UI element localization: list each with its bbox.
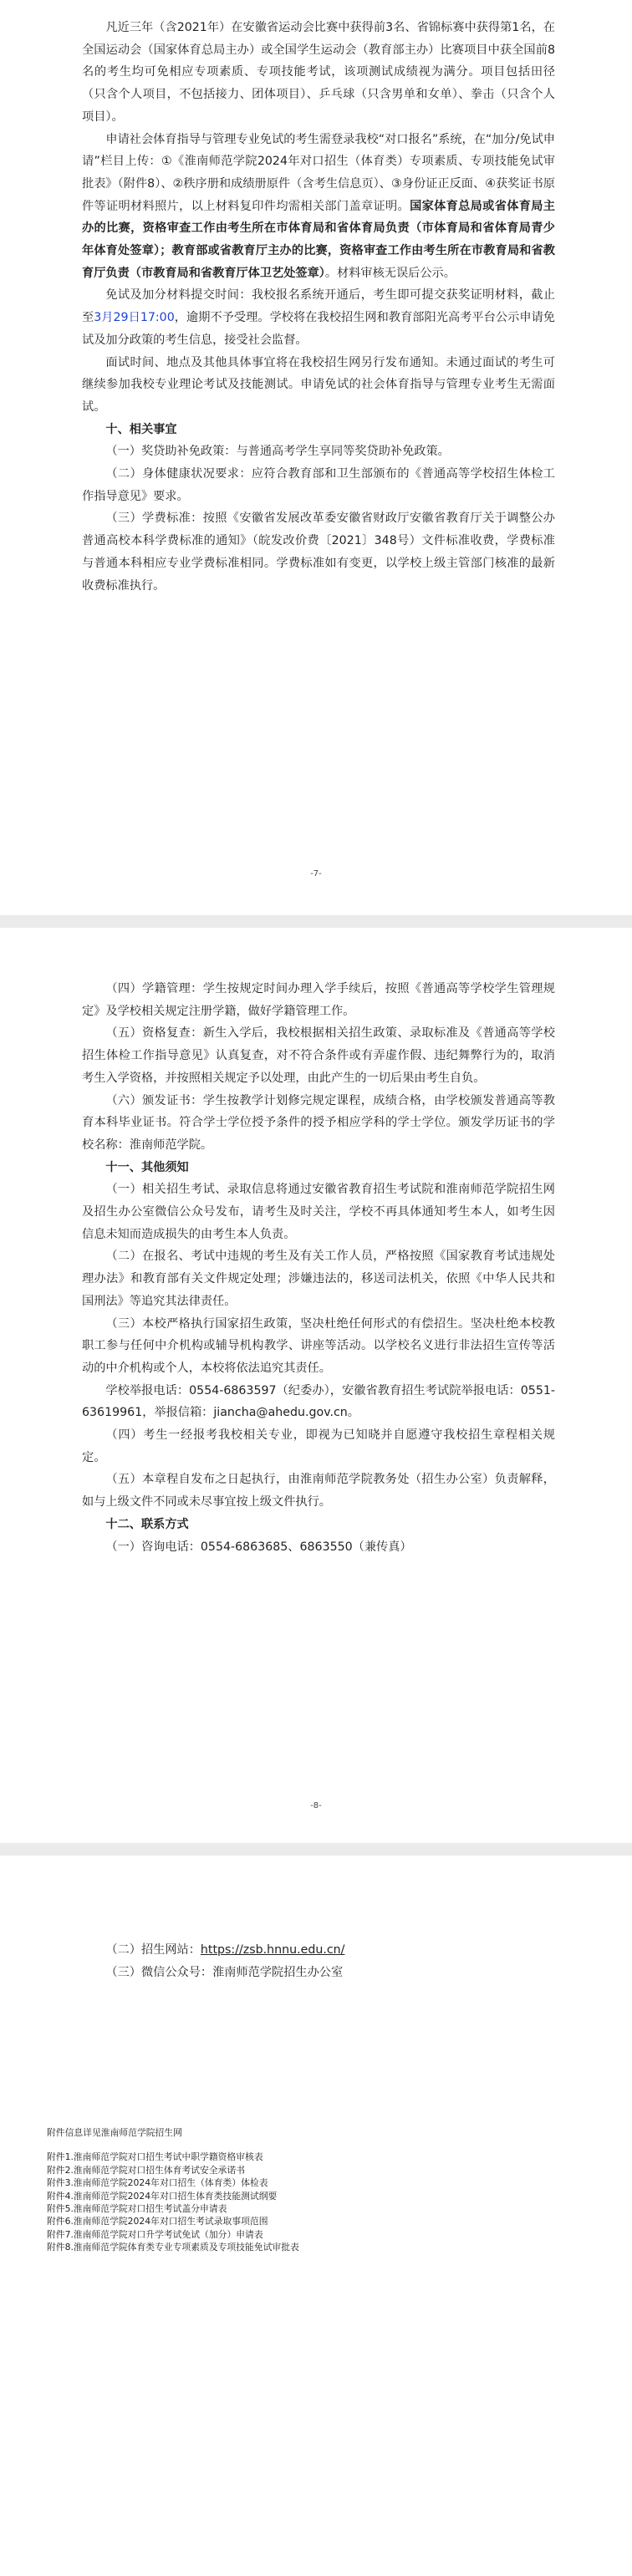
attachment-item: 附件3.淮南师范学院2024年对口招生（体育类）体检表 bbox=[47, 2177, 268, 2189]
paragraph-consult-phone: （一）咨询电话：0554-6863685、6863550（兼传真） bbox=[105, 1540, 412, 1554]
attachment-item: 附件6.淮南师范学院2024年对口招生考试录取事项范围 bbox=[47, 2216, 268, 2227]
deadline-date: 3月29日17:00 bbox=[94, 311, 175, 325]
paragraph-exemption-criteria: 凡近三年（含2021年）在安徽省运动会比赛中获得前3名、省锦标赛中获得第1名，在全国运动会（国家体育总局主办）或全国学生运动会（教育部主办）比赛项目中获全国前8名的考生均可免相应专项素质、专项技能考试，该项测试成绩视为满分。项目包括田径（只含个人项目，不包括接力、团体项目）、乒乓球（只含男单和女单）、拳击（只含个人项目）。 bbox=[82, 21, 555, 124]
admission-website-link[interactable]: https://zsb.hnnu.edu.cn/ bbox=[200, 1943, 345, 1957]
paragraph-wechat-account: （三）微信公众号：淮南师范学院招生办公室 bbox=[105, 1965, 344, 1979]
paragraph-qualification-review: （五）资格复查：新生入学后，我校根据相关招生政策、录取标准及《普通高等学校招生体检工作指导意见》认真复查，对不符合条件或有弄虚作假、违纪舞弊行为的，取消考生入学资格，并按照相关规定予以处理，由此产生的一切后果由考生自负。 bbox=[82, 1026, 555, 1085]
document-page-7 bbox=[0, 0, 632, 915]
paragraph-applicant-agreement: （四）考生一经报考我校相关专业，即视为已知晓并自愿遵守我校招生章程相关规定。 bbox=[82, 1428, 555, 1464]
paragraph-no-paid-admission: （三）本校严格执行国家招生政策，坚决杜绝任何形式的有偿招生。坚决杜绝本校教职工参与任何中介机构或辅导机构教学、讲座等活动。以学校名义进行非法招生宣传等活动的中介机构或个人，本校将依法追究其责任。 bbox=[82, 1316, 555, 1375]
exemption-review-responsibility: 国家体育总局或省体育局主办的比赛，资格审查工作由考生所在市体育局和省体育局负责（市体育局和省体育局青少年体育处签章）；教育部或省教育厅主办的比赛，资格审查工作由考生所在市教育局和省教育厅负责（市教育局和省教育厅体卫艺处签章） bbox=[82, 199, 555, 280]
exemption-application-end: 。材料审核无误后公示。 bbox=[324, 266, 456, 280]
attachment-item: 附件8.淮南师范学院体育类专业专项素质及专项技能免试审批表 bbox=[47, 2242, 299, 2253]
exemption-application-text: 申请社会体育指导与管理专业免试的考生需登录我校“对口报名”系统，在“加分/免试申请”栏目上传：①《淮南师范学院2024年对口招生（体育类）专项素质、专项技能免试审批表》（附件8）、②秩序册和成绩册原件（含考生信息页）、③身份证正反面、④获奖证书原件等证明材料照片，以上材料复印件均需相关部门盖章证明。 bbox=[82, 132, 555, 213]
paragraph-tuition-standard: （三）学费标准：按照《安徽省发展改革委安徽省财政厅安徽省教育厅关于调整公办普通高校本科学费标准的通知》（皖发改价费〔2021〕348号）文件标准收费，学费标准与普通本科相应专业学费标准相同。学费标准如有变更，以学校上级主管部门核准的最新收费标准执行。 bbox=[82, 512, 555, 593]
paragraph-report-contacts: 学校举报电话：0554-6863597（纪委办），安徽省教育招生考试院举报电话：0551-63619961，举报信箱：jiancha@ahedu.gov.cn。 bbox=[82, 1383, 555, 1420]
website-label: （二）招生网站： bbox=[105, 1943, 201, 1957]
attachment-item: 附件7.淮南师范学院对口升学考试免试（加分）申请表 bbox=[47, 2228, 263, 2240]
document-page-9 bbox=[0, 1856, 632, 2576]
paragraph-exemption-application bbox=[82, 129, 555, 285]
page-number: -7- bbox=[310, 869, 322, 878]
section-heading-other-notes: 十一、其他须知 bbox=[105, 1160, 189, 1174]
attachment-item: 附件2.淮南师范学院对口招生体育考试安全承诺书 bbox=[47, 2164, 246, 2176]
deadline-text-a: 免试及加分材料提交时间：我校报名系统开通后，考生即可提交获奖证明材料，截止至 bbox=[82, 288, 555, 325]
document-page-8 bbox=[0, 928, 632, 1843]
page-number: -8- bbox=[310, 1801, 322, 1810]
deadline-text-b: ，逾期不予受理。学校将在我校招生网和教育部阳光高考平台公示申请免试及加分政策的考生信息，接受社会监督。 bbox=[82, 311, 555, 347]
section-heading-contact: 十二、联系方式 bbox=[105, 1517, 189, 1531]
paragraph-effective-date: （五）本章程自发布之日起执行，由淮南师范学院教务处（招生办公室）负责解释，如与上级文件不同或未尽事宜按上级文件执行。 bbox=[82, 1473, 555, 1509]
paragraph-health-requirements: （二）身体健康状况要求：应符合教育部和卫生部颁布的《普通高等学校招生体检工作指导意见》要求。 bbox=[82, 467, 555, 503]
paragraph-financial-aid: （一）奖贷助补免政策：与普通高考学生享同等奖贷助补免政策。 bbox=[105, 445, 450, 459]
section-heading-related-matters: 十、相关事宜 bbox=[105, 422, 177, 436]
paragraph-info-release: （一）相关招生考试、录取信息将通过安徽省教育招生考试院和淮南师范学院招生网及招生办公室微信公众号发布，请考生及时关注，学校不再具体通知考生本人，如考生因信息未知而造成损失的由考生本人负责。 bbox=[82, 1183, 555, 1241]
paragraph-interview-notice: 面试时间、地点及其他具体事宜将在我校招生网另行发布通知。未通过面试的考生可继续参加我校专业理论考试及技能测试。申请免试的社会体育指导与管理专业考生无需面试。 bbox=[82, 355, 555, 414]
attachment-item: 附件5.淮南师范学院对口招生考试盖分申请表 bbox=[47, 2203, 227, 2215]
paragraph-violations: （二）在报名、考试中违规的考生及有关工作人员，严格按照《国家教育考试违规处理办法》和教育部有关文件规定处理；涉嫌违法的，移送司法机关，依照《中华人民共和国刑法》等追究其法律责任。 bbox=[82, 1250, 555, 1308]
paragraph-student-records: （四）学籍管理：学生按规定时间办理入学手续后，按照《普通高等学校学生管理规定》及学校相关规定注册学籍，做好学籍管理工作。 bbox=[82, 982, 555, 1018]
paragraph-admission-website bbox=[82, 1939, 555, 1962]
attachment-item: 附件1.淮南师范学院对口招生考试中职学籍资格审核表 bbox=[47, 2151, 263, 2163]
paragraph-submission-deadline bbox=[82, 284, 555, 351]
attachment-item: 附件4.淮南师范学院2024年对口招生体育类技能测试纲要 bbox=[47, 2190, 278, 2202]
paragraph-certificates: （六）颁发证书：学生按教学计划修完规定课程，成绩合格，由学校颁发普通高等教育本科毕业证书。符合学士学位授予条件的授予相应学科的学士学位。颁发学历证书的学校名称：淮南师范学院。 bbox=[82, 1093, 555, 1152]
attachments-title: 附件信息详见淮南师范学院招生网 bbox=[47, 2127, 182, 2138]
attachments-list bbox=[47, 2126, 299, 2254]
